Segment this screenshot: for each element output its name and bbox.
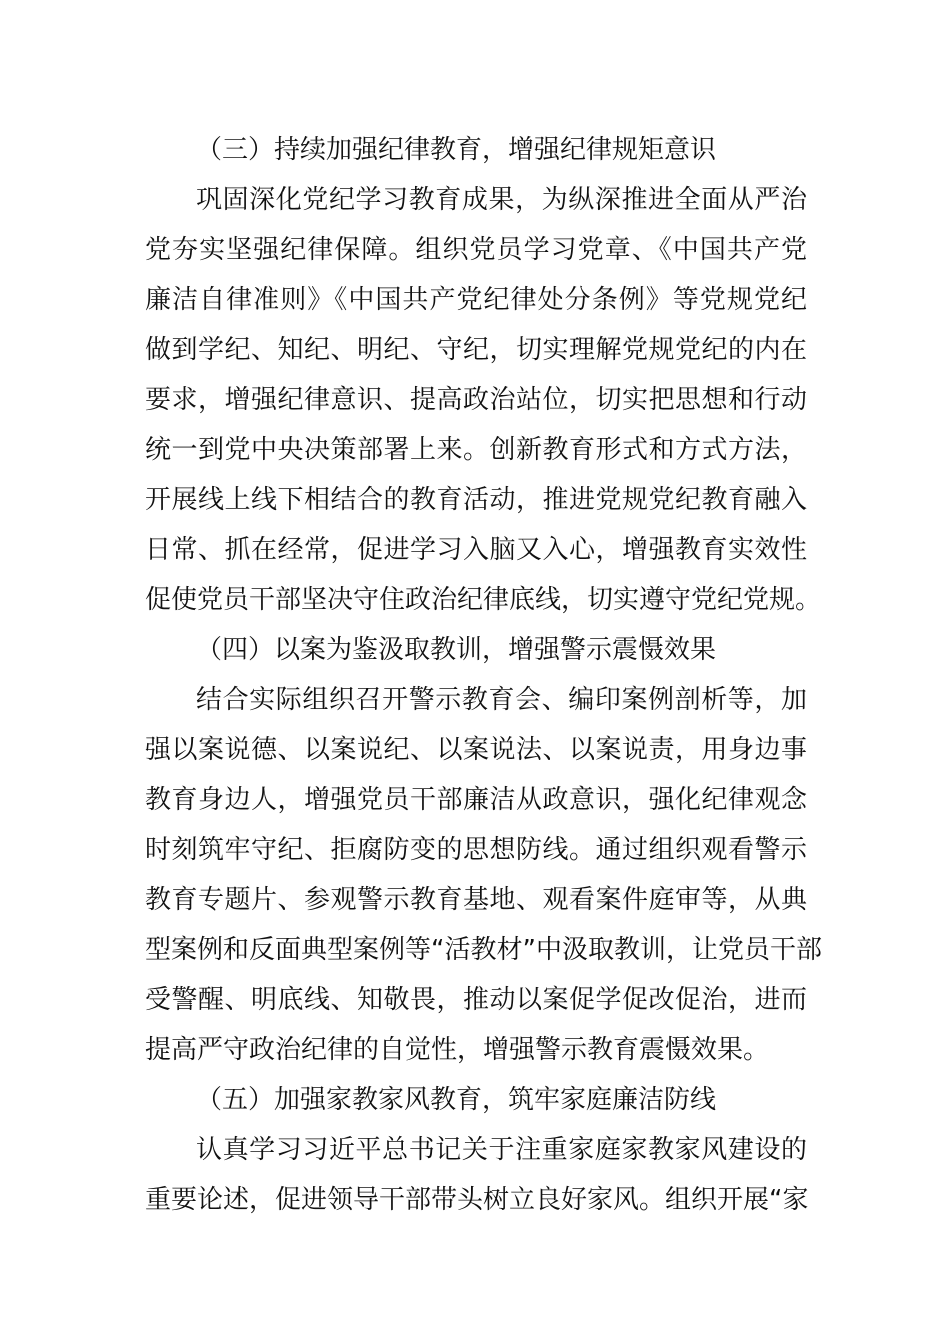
paragraph-line: 提高严守政治纪律的自觉性，增强警示教育震慑效果。 [145, 1035, 770, 1065]
paragraph-line: 型案例和反面典型案例等“活教材”中汲取教训，让党员干部 [145, 935, 822, 965]
paragraph-line: 日常、抓在经常，促进学习入脑又入心，增强教育实效性 [145, 535, 807, 565]
paragraph-line: 教育专题片、参观警示教育基地、观看案件庭审等，从典 [145, 885, 807, 915]
paragraph-line: 党夯实坚强纪律保障。组织党员学习党章、《中国共产党 [145, 235, 807, 265]
section-heading-5: （五）加强家教家风教育，筑牢家庭廉洁防线 [196, 1085, 717, 1115]
paragraph-line: 促使党员干部坚决守住政治纪律底线，切实遵守党纪党规。 [145, 585, 822, 615]
section-heading-3: （三）持续加强纪律教育，增强纪律规矩意识 [196, 135, 717, 165]
paragraph-line: 统一到党中央决策部署上来。创新教育形式和方式方法， [145, 435, 807, 465]
paragraph-line: 时刻筑牢守纪、拒腐防变的思想防线。通过组织观看警示 [145, 835, 807, 865]
paragraph-line: 结合实际组织召开警示教育会、编印案例剖析等，加 [196, 685, 807, 715]
paragraph-line: 强以案说德、以案说纪、以案说法、以案说责，用身边事 [145, 735, 807, 765]
paragraph-line: 教育身边人，增强党员干部廉洁从政意识，强化纪律观念 [145, 785, 807, 815]
paragraph-line: 廉洁自律准则》《中国共产党纪律处分条例》等党规党纪 [145, 285, 807, 315]
paragraph-line: 认真学习习近平总书记关于注重家庭家教家风建设的 [196, 1135, 807, 1165]
section-heading-4: （四）以案为鉴汲取教训，增强警示震慑效果 [196, 635, 717, 665]
paragraph-line: 做到学纪、知纪、明纪、守纪，切实理解党规党纪的内在 [145, 335, 807, 365]
paragraph-line: 受警醒、明底线、知敬畏，推动以案促学促改促治，进而 [145, 985, 807, 1015]
paragraph-line: 开展线上线下相结合的教育活动，推进党规党纪教育融入 [145, 485, 807, 515]
paragraph-line: 要求，增强纪律意识、提高政治站位，切实把思想和行动 [145, 385, 807, 415]
paragraph-line: 重要论述，促进领导干部带头树立良好家风。组织开展“家 [145, 1185, 809, 1215]
paragraph-line: 巩固深化党纪学习教育成果，为纵深推进全面从严治 [196, 185, 807, 215]
